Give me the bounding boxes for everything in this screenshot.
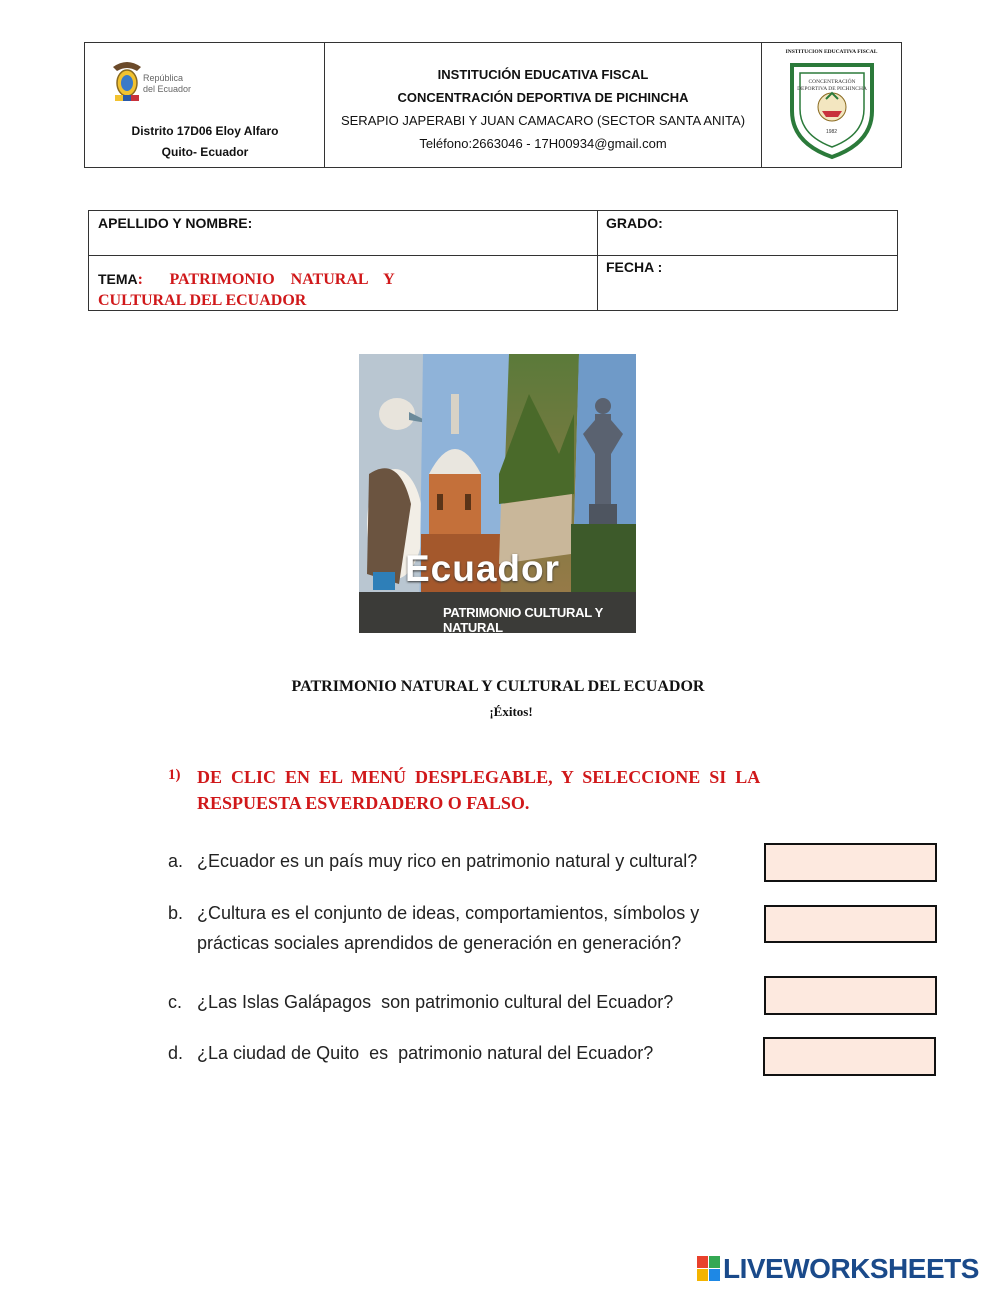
question-c-letter: c. <box>168 992 183 1012</box>
banner-title: Ecuador <box>405 548 561 589</box>
republica-logo-text <box>143 73 191 95</box>
question-c-text: ¿Las Islas Galápagos son patrimonio cultural del Ecuador? <box>197 992 674 1012</box>
instruction-text <box>197 764 857 816</box>
heritage-collage-image <box>359 354 636 633</box>
school-address: SERAPIO JAPERABI Y JUAN CAMACARO (SECTOR SANTA ANITA) <box>340 113 746 128</box>
school-phone-email: Teléfono:2663046 - 17H00934@gmail.com <box>419 136 667 151</box>
document-subheading: ¡Éxitos! <box>489 704 533 719</box>
question-b-text-line2: prácticas sociales aprendidos de generación en generación? <box>197 933 682 953</box>
district-text: Distrito 17D06 Eloy Alfaro <box>131 124 279 138</box>
question-d-answer-dropdown[interactable] <box>763 1037 936 1076</box>
topic-label: TEMA <box>98 271 138 287</box>
question-a-text: ¿Ecuador es un país muy rico en patrimonio natural y cultural? <box>197 851 698 871</box>
concentration-name: CONCENTRACIÓN DEPORTIVA DE PICHINCHA <box>397 90 689 105</box>
topic-value-line1: PATRIMONIO NATURAL Y <box>169 271 395 288</box>
topic-field <box>98 269 395 311</box>
logo-text-line1: República <box>143 73 184 83</box>
crest-inner-text: CONCENTRACIÓN DEPORTIVA DE PICHINCHA <box>797 79 867 92</box>
crest-top-text: INSTITUCION EDUCATIVA FISCAL <box>785 49 878 55</box>
ecuador-heritage-banner <box>359 354 636 633</box>
question-b-letter: b. <box>168 903 184 923</box>
question-c-answer-dropdown[interactable] <box>764 976 937 1015</box>
grade-label: GRADO: <box>606 215 663 231</box>
date-label: FECHA : <box>606 259 663 275</box>
name-label: APELLIDO Y NOMBRE: <box>98 215 253 231</box>
question-a-letter: a. <box>168 851 184 871</box>
header-right-cell <box>762 43 901 167</box>
question-d-letter: d. <box>168 1043 184 1063</box>
question-b-text-line1: ¿Cultura es el conjunto de ideas, comportamientos, símbolos y <box>197 903 700 923</box>
header-left-cell <box>85 43 325 167</box>
liveworksheets-brand: LIVEWORKSHEETS <box>723 1253 979 1284</box>
header-middle-cell <box>325 43 762 167</box>
city-text: Quito- Ecuador <box>161 145 249 159</box>
banner-subtitle: PATRIMONIO CULTURAL Y NATURAL <box>443 605 603 633</box>
institution-name: INSTITUCIÓN EDUCATIVA FISCAL <box>437 67 649 82</box>
document-heading: PATRIMONIO NATURAL Y CULTURAL DEL ECUADOR <box>291 678 705 695</box>
question-d-text: ¿La ciudad de Quito es patrimonio natural del Ecuador? <box>197 1043 654 1063</box>
question-b-answer-dropdown[interactable] <box>764 905 937 943</box>
liveworksheets-logo-icon <box>697 1256 721 1282</box>
student-info-table <box>88 210 898 311</box>
instruction-line2: RESPUESTA ESVERDADERO O FALSO. <box>197 793 530 813</box>
school-header <box>84 42 902 168</box>
instruction-number: 1) <box>168 767 181 783</box>
topic-colon: : <box>137 271 143 288</box>
question-a-answer-dropdown[interactable] <box>764 843 937 882</box>
school-crest-icon <box>784 51 880 161</box>
topic-value-line2: CULTURAL DEL ECUADOR <box>98 292 307 309</box>
ecuador-coat-of-arms-icon <box>109 57 145 105</box>
crest-year-text: 1982 <box>825 129 838 135</box>
instruction-line1: DE CLIC EN EL MENÚ DESPLEGABLE, Y SELECCIONE SI LA <box>197 767 761 787</box>
logo-text-line2: del Ecuador <box>143 84 192 94</box>
